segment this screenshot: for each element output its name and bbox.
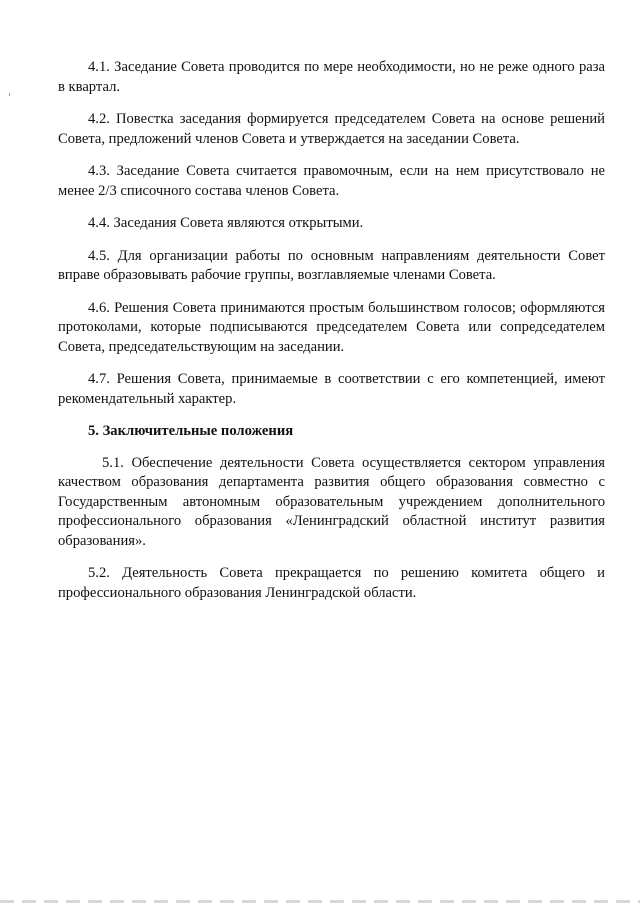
paragraph-5-1: 5.1. Обеспечение деятельности Совета осуществляется сектором управления качеством образования департамента развития общего образования совместно с Государственным автономным образовательным учреждением дополнительного профессионального образования «Ленинградский областной институт развития образования».: [58, 454, 605, 549]
document-page: [58, 58, 605, 616]
paragraph-4-4: 4.4. Заседания Совета являются открытыми.: [88, 215, 364, 231]
paragraph-4-1: 4.1. Заседание Совета проводится по мере необходимости, но не реже одного раза в квартал.: [58, 59, 605, 95]
paragraph-4-7: 4.7. Решения Совета, принимаемые в соответствии с его компетенцией, имеют рекомендательный характер.: [58, 371, 605, 407]
paragraph-4-2: 4.2. Повестка заседания формируется председателем Совета на основе решений Совета, предложений членов Совета и утверждается на заседании Совета.: [58, 111, 605, 147]
scan-bottom-edge: [0, 900, 640, 903]
section-5-heading: 5. Заключительные положения: [88, 423, 294, 439]
paragraph-4-3: 4.3. Заседание Совета считается правомочным, если на нем присутствовало не менее 2/3 списочного состава членов Совета.: [58, 163, 605, 199]
paragraph-4-5: 4.5. Для организации работы по основным направлениям деятельности Совет вправе образовывать рабочие группы, возглавляемые членами Совета.: [58, 247, 605, 283]
paragraph-5-2: 5.2. Деятельность Совета прекращается по решению комитета общего и профессионального образования Ленинградской области.: [58, 565, 605, 601]
scan-margin-mark: [9, 93, 10, 96]
paragraph-4-6: 4.6. Решения Совета принимаются простым большинством голосов; оформляются протоколами, которые подписываются председателем Совета или сопредседателем Совета, председательствующим на заседании.: [58, 299, 605, 355]
